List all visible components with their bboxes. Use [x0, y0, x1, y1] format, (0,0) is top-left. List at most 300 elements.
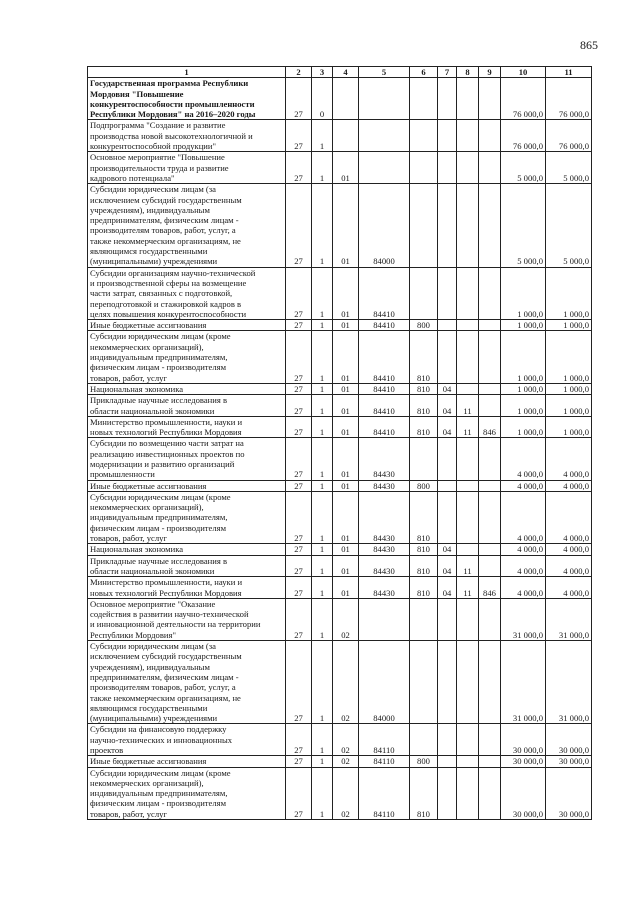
code-cell-c5: 84000 [359, 641, 410, 724]
amount-cell-c11: 1 000,0 [546, 320, 592, 331]
page-number: 865 [580, 38, 598, 52]
code-cell-c9 [479, 544, 501, 555]
table-row [88, 756, 592, 767]
code-cell-c5 [359, 598, 410, 640]
row-name-cell [88, 395, 286, 417]
row-name-line: являющимся государственными [90, 246, 208, 257]
code-cell-c6: 810 [410, 491, 438, 543]
row-name-line: производителям товаров, работ, услуг, а [90, 225, 236, 236]
row-name-line: модернизации и развитию организаций [90, 458, 235, 469]
code-cell-c4: 01 [333, 152, 359, 184]
code-cell-c6: 810 [410, 331, 438, 383]
code-cell-c2: 27 [286, 544, 312, 555]
code-cell-c5: 84430 [359, 438, 410, 480]
amount-cell-c10: 1 000,0 [501, 395, 546, 417]
code-cell-c9: 846 [479, 577, 501, 599]
row-name-line: Республики Мордовия" [90, 629, 176, 640]
code-cell-c7 [438, 184, 457, 267]
code-cell-c7 [438, 152, 457, 184]
code-cell-c7 [438, 438, 457, 480]
row-name-line: товаров, работ, услуг [90, 533, 167, 544]
code-cell-c3: 1 [312, 724, 333, 756]
table-row [88, 438, 592, 480]
row-name-line: Подпрограмма "Создание и развитие [90, 120, 226, 131]
row-name-cell [88, 598, 286, 640]
amount-cell-c10: 30 000,0 [501, 756, 546, 767]
row-name-line: Субсидии юридическим лицам (кроме [90, 767, 231, 778]
row-name-line: Республики Мордовия" на 2016–2020 годы [90, 109, 256, 120]
row-name-line: реализацию инвестиционных проектов по [90, 448, 245, 459]
row-name-line: предпринимателям, физическим лицам - [90, 215, 239, 226]
code-cell-c4: 02 [333, 767, 359, 819]
code-cell-c5: 84000 [359, 184, 410, 267]
code-cell-c2: 27 [286, 152, 312, 184]
row-name-line: Иные бюджетные ассигнования [90, 480, 207, 491]
code-cell-c7 [438, 320, 457, 331]
code-cell-c8 [457, 320, 479, 331]
amount-cell-c10: 1 000,0 [501, 320, 546, 331]
row-name-line: учреждениям), индивидуальным [90, 661, 210, 672]
code-cell-c6 [410, 724, 438, 756]
amount-cell-c11: 5 000,0 [546, 184, 592, 267]
code-cell-c3: 1 [312, 598, 333, 640]
code-cell-c2: 27 [286, 383, 312, 394]
amount-cell-c10: 5 000,0 [501, 152, 546, 184]
table-row [88, 577, 592, 599]
code-cell-c5: 84410 [359, 267, 410, 319]
row-name-line: области национальной экономики [90, 565, 215, 576]
row-name-cell [88, 184, 286, 267]
row-name-cell [88, 555, 286, 577]
row-name-line: Иные бюджетные ассигнования [90, 320, 207, 331]
amount-cell-c11: 4 000,0 [546, 555, 592, 577]
amount-cell-c10: 1 000,0 [501, 331, 546, 383]
table-row [88, 491, 592, 543]
row-name-cell [88, 577, 286, 599]
row-name-line: конкурентоспособности промышленности [90, 98, 255, 109]
code-cell-c6 [410, 438, 438, 480]
code-cell-c5: 84430 [359, 544, 410, 555]
code-cell-c2: 27 [286, 331, 312, 383]
code-cell-c4: 01 [333, 544, 359, 555]
row-name-line: исключением субсидий государственным [90, 651, 242, 662]
code-cell-c8 [457, 641, 479, 724]
row-name-line: проектов [90, 745, 124, 755]
row-name-line: Государственная программа Республики [90, 78, 249, 89]
code-cell-c4: 01 [333, 331, 359, 383]
code-cell-c8 [457, 767, 479, 819]
code-cell-c7 [438, 724, 457, 756]
amount-cell-c11: 30 000,0 [546, 767, 592, 819]
column-header: 1 [88, 67, 286, 78]
amount-cell-c11: 4 000,0 [546, 577, 592, 599]
row-name-line: некоммерческих организаций), [90, 341, 204, 352]
table-row [88, 184, 592, 267]
amount-cell-c10: 31 000,0 [501, 641, 546, 724]
row-name-line: Субсидии юридическим лицам (кроме [90, 331, 231, 342]
table-row [88, 416, 592, 438]
code-cell-c2: 27 [286, 724, 312, 756]
code-cell-c7 [438, 756, 457, 767]
row-name-line: некоммерческих организаций), [90, 777, 204, 788]
code-cell-c4: 01 [333, 438, 359, 480]
code-cell-c6: 810 [410, 383, 438, 394]
row-name-cell [88, 767, 286, 819]
table-row [88, 331, 592, 383]
row-name-line: некоммерческих организаций), [90, 502, 204, 513]
code-cell-c6 [410, 598, 438, 640]
code-cell-c3: 1 [312, 577, 333, 599]
code-cell-c5: 84410 [359, 331, 410, 383]
row-name-line: новых технологий Республики Мордовия [90, 427, 242, 438]
code-cell-c6 [410, 184, 438, 267]
code-cell-c7 [438, 480, 457, 491]
amount-cell-c11: 1 000,0 [546, 267, 592, 319]
amount-cell-c10: 1 000,0 [501, 416, 546, 438]
amount-cell-c11: 4 000,0 [546, 480, 592, 491]
code-cell-c8 [457, 383, 479, 394]
table-row [88, 598, 592, 640]
code-cell-c8 [457, 544, 479, 555]
code-cell-c4: 01 [333, 383, 359, 394]
code-cell-c8: 11 [457, 555, 479, 577]
code-cell-c2: 27 [286, 767, 312, 819]
table-row [88, 555, 592, 577]
code-cell-c5: 84410 [359, 395, 410, 417]
amount-cell-c11: 4 000,0 [546, 438, 592, 480]
amount-cell-c11: 31 000,0 [546, 641, 592, 724]
row-name-line: производительности труда и развитие [90, 162, 229, 173]
code-cell-c2: 27 [286, 78, 312, 120]
code-cell-c3: 1 [312, 767, 333, 819]
code-cell-c4: 01 [333, 577, 359, 599]
amount-cell-c10: 4 000,0 [501, 438, 546, 480]
code-cell-c3: 1 [312, 120, 333, 152]
table-row [88, 544, 592, 555]
code-cell-c2: 27 [286, 598, 312, 640]
table-row [88, 152, 592, 184]
code-cell-c2: 27 [286, 320, 312, 331]
column-header: 4 [333, 67, 359, 78]
code-cell-c6: 810 [410, 555, 438, 577]
code-cell-c3: 1 [312, 480, 333, 491]
row-name-line: Субсидии по возмещению части затрат на [90, 438, 244, 449]
row-name-line: Субсидии организациям научно-технической [90, 267, 256, 278]
code-cell-c7 [438, 598, 457, 640]
code-cell-c2: 27 [286, 395, 312, 417]
code-cell-c7 [438, 491, 457, 543]
code-cell-c9 [479, 331, 501, 383]
column-header: 7 [438, 67, 457, 78]
column-header: 10 [501, 67, 546, 78]
code-cell-c9 [479, 395, 501, 417]
code-cell-c5: 84410 [359, 416, 410, 438]
code-cell-c4: 02 [333, 598, 359, 640]
column-header: 3 [312, 67, 333, 78]
row-name-cell [88, 544, 286, 555]
amount-cell-c11: 76 000,0 [546, 78, 592, 120]
amount-cell-c10: 30 000,0 [501, 724, 546, 756]
row-name-line: Прикладные научные исследования в [90, 395, 228, 406]
row-name-line: Субсидии юридическим лицам (кроме [90, 491, 231, 502]
table-row [88, 383, 592, 394]
code-cell-c2: 27 [286, 120, 312, 152]
table-row [88, 320, 592, 331]
code-cell-c8 [457, 598, 479, 640]
code-cell-c9 [479, 724, 501, 756]
code-cell-c2: 27 [286, 555, 312, 577]
code-cell-c8 [457, 756, 479, 767]
code-cell-c9 [479, 120, 501, 152]
code-cell-c3: 1 [312, 416, 333, 438]
code-cell-c7 [438, 641, 457, 724]
amount-cell-c10: 4 000,0 [501, 491, 546, 543]
row-name-line: Основное мероприятие "Повышение [90, 152, 225, 163]
code-cell-c3: 1 [312, 438, 333, 480]
code-cell-c5: 84110 [359, 767, 410, 819]
code-cell-c2: 27 [286, 756, 312, 767]
code-cell-c9 [479, 267, 501, 319]
amount-cell-c10: 76 000,0 [501, 120, 546, 152]
amount-cell-c10: 1 000,0 [501, 383, 546, 394]
row-name-line: также некоммерческим организациям, не [90, 692, 241, 703]
code-cell-c9 [479, 491, 501, 543]
row-name-line: целях повышения конкурентоспособности [90, 308, 247, 319]
code-cell-c6 [410, 120, 438, 152]
code-cell-c7: 04 [438, 544, 457, 555]
code-cell-c8 [457, 184, 479, 267]
table-row [88, 767, 592, 819]
row-name-line: физическим лицам - производителям [90, 362, 227, 373]
amount-cell-c10: 4 000,0 [501, 577, 546, 599]
code-cell-c9 [479, 767, 501, 819]
amount-cell-c11: 1 000,0 [546, 395, 592, 417]
row-name-line: Иные бюджетные ассигнования [90, 756, 207, 767]
row-name-line: Субсидии на финансовую поддержку [90, 724, 227, 735]
amount-cell-c10: 1 000,0 [501, 267, 546, 319]
code-cell-c3: 0 [312, 78, 333, 120]
code-cell-c6 [410, 78, 438, 120]
code-cell-c4: 02 [333, 724, 359, 756]
code-cell-c6: 800 [410, 480, 438, 491]
amount-cell-c11: 1 000,0 [546, 383, 592, 394]
code-cell-c5: 84430 [359, 555, 410, 577]
column-header: 6 [410, 67, 438, 78]
code-cell-c9 [479, 756, 501, 767]
code-cell-c2: 27 [286, 416, 312, 438]
amount-cell-c10: 76 000,0 [501, 78, 546, 120]
row-name-line: новых технологий Республики Мордовия [90, 587, 242, 598]
row-name-cell [88, 331, 286, 383]
row-name-cell [88, 416, 286, 438]
amount-cell-c10: 5 000,0 [501, 184, 546, 267]
column-header: 9 [479, 67, 501, 78]
code-cell-c3: 1 [312, 544, 333, 555]
amount-cell-c10: 30 000,0 [501, 767, 546, 819]
code-cell-c7: 04 [438, 555, 457, 577]
code-cell-c4: 01 [333, 267, 359, 319]
row-name-line: научно-технических и инновационных [90, 734, 233, 745]
row-name-line: содействия в развитии научно-технической [90, 609, 249, 620]
code-cell-c6 [410, 641, 438, 724]
row-name-cell [88, 78, 286, 120]
code-cell-c2: 27 [286, 184, 312, 267]
code-cell-c9 [479, 78, 501, 120]
row-name-line: учреждениям), индивидуальным [90, 204, 210, 215]
code-cell-c7 [438, 267, 457, 319]
code-cell-c4: 01 [333, 555, 359, 577]
table-row [88, 641, 592, 724]
amount-cell-c10: 4 000,0 [501, 544, 546, 555]
code-cell-c5: 84430 [359, 491, 410, 543]
code-cell-c9 [479, 598, 501, 640]
code-cell-c2: 27 [286, 438, 312, 480]
code-cell-c8 [457, 267, 479, 319]
code-cell-c4: 02 [333, 641, 359, 724]
code-cell-c5: 84110 [359, 756, 410, 767]
row-name-line: переподготовкой и стажировкой кадров в [90, 298, 242, 309]
code-cell-c9 [479, 152, 501, 184]
row-name-line: являющимся государственными [90, 702, 208, 713]
code-cell-c4 [333, 78, 359, 120]
row-name-line: производства новой высокотехнологичной и [90, 130, 253, 141]
row-name-cell [88, 383, 286, 394]
code-cell-c8 [457, 438, 479, 480]
row-name-cell [88, 438, 286, 480]
code-cell-c5: 84410 [359, 383, 410, 394]
code-cell-c4: 01 [333, 184, 359, 267]
row-name-line: части затрат, связанных с подготовкой, [90, 288, 233, 299]
row-name-line: конкурентоспособной продукции" [90, 141, 216, 152]
code-cell-c5 [359, 120, 410, 152]
code-cell-c4: 01 [333, 416, 359, 438]
code-cell-c8 [457, 152, 479, 184]
code-cell-c9 [479, 438, 501, 480]
row-name-cell [88, 267, 286, 319]
code-cell-c5 [359, 78, 410, 120]
code-cell-c7: 04 [438, 395, 457, 417]
amount-cell-c11: 31 000,0 [546, 598, 592, 640]
code-cell-c2: 27 [286, 641, 312, 724]
row-name-line: Субсидии юридическим лицам (за [90, 184, 216, 195]
code-cell-c2: 27 [286, 491, 312, 543]
code-cell-c4 [333, 120, 359, 152]
code-cell-c4: 01 [333, 395, 359, 417]
code-cell-c7 [438, 767, 457, 819]
row-name-cell [88, 491, 286, 543]
amount-cell-c11: 4 000,0 [546, 491, 592, 543]
row-name-line: промышленности [90, 469, 155, 480]
code-cell-c7 [438, 120, 457, 152]
code-cell-c8 [457, 120, 479, 152]
row-name-line: кадрового потенциала" [90, 172, 175, 183]
row-name-line: индивидуальным предпринимателям, [90, 352, 228, 363]
amount-cell-c10: 4 000,0 [501, 555, 546, 577]
code-cell-c9 [479, 555, 501, 577]
row-name-cell [88, 320, 286, 331]
code-cell-c9 [479, 184, 501, 267]
column-header: 11 [546, 67, 592, 78]
row-name-line: и инновационной деятельности на территории [90, 619, 261, 630]
code-cell-c3: 1 [312, 184, 333, 267]
code-cell-c6: 810 [410, 395, 438, 417]
code-cell-c6: 800 [410, 756, 438, 767]
row-name-line: Министерство промышленности, науки и [90, 416, 243, 427]
code-cell-c7: 04 [438, 416, 457, 438]
code-cell-c3: 1 [312, 331, 333, 383]
code-cell-c9 [479, 383, 501, 394]
code-cell-c4: 01 [333, 320, 359, 331]
code-cell-c3: 1 [312, 491, 333, 543]
code-cell-c5: 84430 [359, 577, 410, 599]
row-name-line: Субсидии юридическим лицам (за [90, 641, 216, 652]
code-cell-c2: 27 [286, 267, 312, 319]
table-row [88, 78, 592, 120]
code-cell-c8 [457, 78, 479, 120]
code-cell-c3: 1 [312, 641, 333, 724]
code-cell-c3: 1 [312, 383, 333, 394]
row-name-cell [88, 641, 286, 724]
row-name-line: физическим лицам - производителям [90, 798, 227, 809]
code-cell-c7: 04 [438, 577, 457, 599]
code-cell-c4: 01 [333, 480, 359, 491]
code-cell-c6: 810 [410, 767, 438, 819]
row-name-line: (муниципальными) учреждениями [90, 713, 218, 724]
code-cell-c2: 27 [286, 480, 312, 491]
amount-cell-c11: 4 000,0 [546, 544, 592, 555]
row-name-line: Мордовия "Повышение [90, 88, 184, 99]
row-name-line: Национальная экономика [90, 544, 184, 555]
table-header-row [88, 67, 592, 78]
amount-cell-c11: 30 000,0 [546, 756, 592, 767]
code-cell-c5: 84430 [359, 480, 410, 491]
code-cell-c8: 11 [457, 416, 479, 438]
table-body [88, 78, 592, 820]
amount-cell-c11: 30 000,0 [546, 724, 592, 756]
row-name-cell [88, 152, 286, 184]
row-name-line: исключением субсидий государственным [90, 194, 242, 205]
row-name-line: физическим лицам - производителям [90, 522, 227, 533]
amount-cell-c10: 4 000,0 [501, 480, 546, 491]
row-name-line: индивидуальным предпринимателям, [90, 788, 228, 799]
code-cell-c7: 04 [438, 383, 457, 394]
row-name-line: (муниципальными) учреждениями [90, 256, 218, 267]
code-cell-c8: 11 [457, 395, 479, 417]
row-name-line: производителям товаров, работ, услуг, а [90, 682, 236, 693]
amount-cell-c11: 1 000,0 [546, 331, 592, 383]
row-name-line: области национальной экономики [90, 405, 215, 416]
code-cell-c6: 800 [410, 320, 438, 331]
row-name-line: также некоммерческим организациям, не [90, 235, 241, 246]
code-cell-c6 [410, 152, 438, 184]
code-cell-c8 [457, 480, 479, 491]
row-name-cell [88, 756, 286, 767]
amount-cell-c11: 1 000,0 [546, 416, 592, 438]
code-cell-c6: 810 [410, 544, 438, 555]
amount-cell-c11: 5 000,0 [546, 152, 592, 184]
column-header: 5 [359, 67, 410, 78]
code-cell-c9 [479, 320, 501, 331]
row-name-cell [88, 120, 286, 152]
row-name-cell [88, 724, 286, 756]
code-cell-c4: 01 [333, 491, 359, 543]
code-cell-c5: 84110 [359, 724, 410, 756]
row-name-line: индивидуальным предпринимателям, [90, 512, 228, 523]
column-header: 8 [457, 67, 479, 78]
row-name-line: Прикладные научные исследования в [90, 555, 228, 566]
code-cell-c6: 810 [410, 577, 438, 599]
code-cell-c3: 1 [312, 395, 333, 417]
